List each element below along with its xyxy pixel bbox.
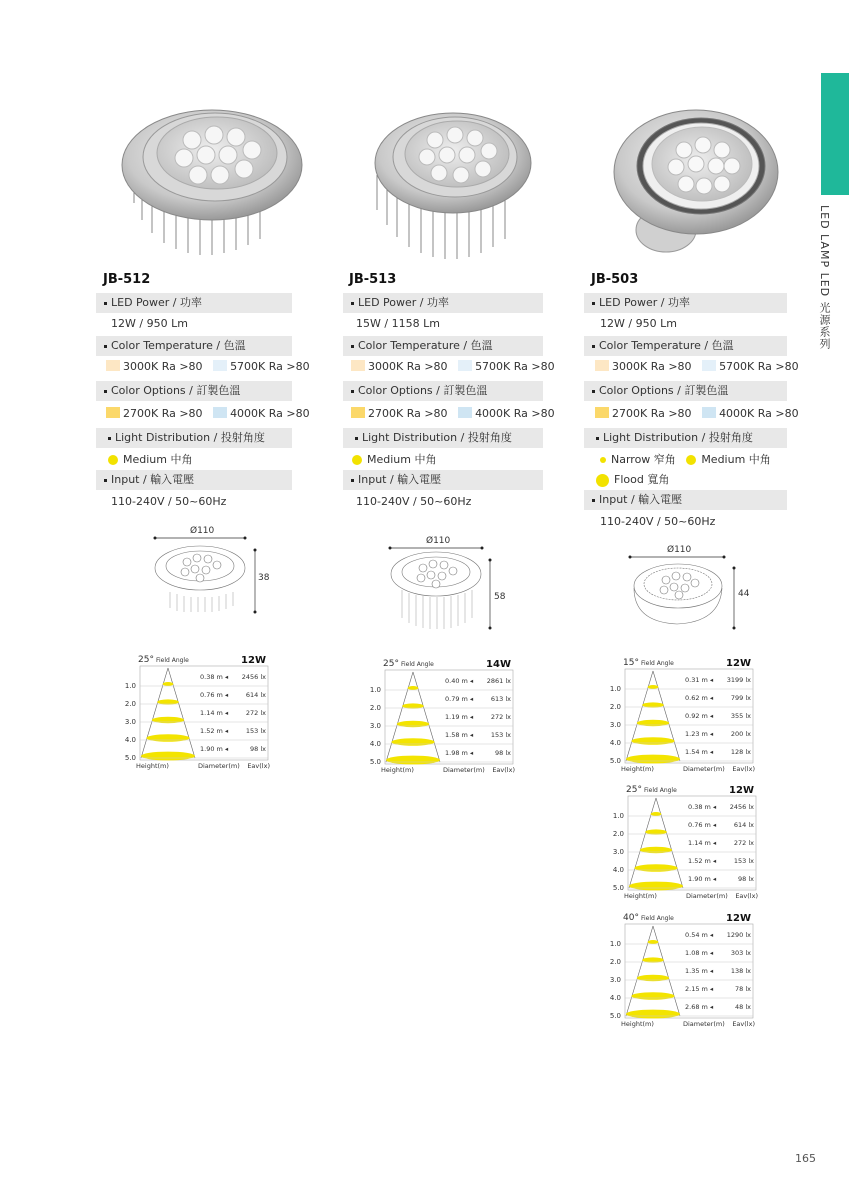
field-angle-title [623, 658, 674, 668]
color-temp-header: Color Temperature / 色溫 [584, 336, 787, 356]
xlabel-height: Height(m) [624, 892, 657, 900]
power-value: 12W / 950 Lm [111, 317, 188, 330]
beam-ellipse [631, 992, 674, 1000]
beam-chart [118, 652, 278, 777]
diameter-value: 1.98 m ◂ [445, 749, 474, 757]
xlabel-height: Height(m) [381, 766, 414, 774]
dimension-drawing-jb503 [622, 540, 752, 635]
xlabel-eav: Eav(lx) [732, 765, 755, 773]
lamp-photo-jb512 [112, 95, 312, 255]
height-tick: 3.0 [609, 721, 621, 729]
power-header: LED Power / 功率 [343, 293, 543, 313]
diameter-value: 1.14 m ◂ [200, 709, 229, 717]
input-header: Input / 輸入電壓 [96, 470, 292, 490]
diameter-value: 1.23 m ◂ [685, 730, 714, 738]
color-options-values: 2700K Ra >80 4000K Ra >80 [595, 407, 799, 420]
wattage-label: 12W [241, 655, 266, 666]
diameter-value: 1.90 m ◂ [688, 875, 717, 883]
field-angle-value: 15° [623, 658, 639, 668]
dim-diameter: Ø110 [667, 545, 692, 555]
wattage-label: 12W [729, 785, 754, 796]
beam-ellipse [626, 755, 680, 764]
field-angle-title [623, 913, 674, 923]
swatch-4000k [702, 407, 716, 418]
section-tab [821, 73, 849, 195]
diameter-value: 0.79 m ◂ [445, 695, 474, 703]
diameter-value: 0.76 m ◂ [200, 691, 229, 699]
eav-value: 153 lx [733, 857, 754, 865]
xlabel-height: Height(m) [136, 762, 169, 770]
beam-edge [626, 671, 653, 761]
beam-edge [386, 672, 413, 762]
diameter-value: 0.62 m ◂ [685, 694, 714, 702]
field-angle-label: Field Angle [155, 657, 189, 664]
beam-ellipse [629, 882, 683, 891]
eav-value: 98 lx [738, 875, 754, 883]
wattage-label: 12W [726, 913, 751, 924]
diameter-value: 0.31 m ◂ [685, 676, 714, 684]
beam-ellipse [631, 737, 674, 745]
swatch-4000k [458, 407, 472, 418]
eav-value: 614 lx [733, 821, 754, 829]
eav-value: 78 lx [735, 985, 751, 993]
page-number: 165 [795, 1152, 816, 1165]
height-tick: 1.0 [609, 940, 621, 948]
dim-diameter: Ø110 [190, 526, 215, 536]
field-angle-value: 25° [138, 655, 154, 665]
color-options-header: Color Options / 訂製色溫 [96, 381, 292, 401]
eav-value: 200 lx [730, 730, 751, 738]
field-angle-label: Field Angle [643, 787, 677, 794]
eav-value: 2456 lx [729, 803, 754, 811]
height-tick: 3.0 [612, 848, 624, 856]
input-value: 110-240V / 50~60Hz [600, 515, 716, 528]
field-angle-value: 40° [623, 913, 639, 923]
height-tick: 5.0 [124, 754, 136, 762]
input-value: 110-240V / 50~60Hz [356, 495, 472, 508]
swatch-3000k [351, 360, 365, 371]
field-angle-label: Field Angle [640, 660, 674, 667]
beam-ellipse [141, 752, 195, 761]
beam-ellipse [163, 682, 174, 686]
xlabel-diameter: Diameter(m) [198, 762, 240, 770]
diameter-value: 1.52 m ◂ [200, 727, 229, 735]
beam-ellipse [626, 1010, 680, 1019]
lamp-photo-jb513 [365, 105, 565, 265]
height-tick: 1.0 [612, 812, 624, 820]
power-header: LED Power / 功率 [584, 293, 787, 313]
side-label: LED LAMP LED 光源系列 [818, 205, 831, 350]
color-temp-values: 3000K Ra >80 5700K Ra >80 [595, 360, 799, 373]
dim-height: 44 [738, 589, 750, 599]
wattage-label: 14W [486, 659, 511, 670]
eav-value: 2456 lx [241, 673, 266, 681]
beam-ellipse [634, 864, 677, 872]
beam-edge [653, 926, 680, 1016]
diameter-value: 0.92 m ◂ [685, 712, 714, 720]
height-tick: 4.0 [369, 740, 381, 748]
swatch-3000k [106, 360, 120, 371]
height-tick: 5.0 [369, 758, 381, 766]
beam-chart [363, 656, 523, 781]
distribution-value: Medium 中角 [352, 451, 436, 467]
beam-dot-icon [108, 455, 118, 465]
model-jb513: JB-513 [349, 272, 397, 287]
eav-value: 272 lx [245, 709, 266, 717]
field-angle-label: Field Angle [400, 661, 434, 668]
field-angle-title [626, 785, 677, 795]
height-tick: 3.0 [124, 718, 136, 726]
beam-edge [656, 798, 683, 888]
power-header: LED Power / 功率 [96, 293, 292, 313]
beam-ellipse [386, 756, 440, 765]
height-tick: 5.0 [612, 884, 624, 892]
eav-value: 799 lx [730, 694, 751, 702]
height-tick: 3.0 [369, 722, 381, 730]
height-tick: 2.0 [369, 704, 381, 712]
beam-ellipse [146, 734, 189, 742]
eav-value: 153 lx [245, 727, 266, 735]
height-tick: 4.0 [609, 739, 621, 747]
color-options-header: Color Options / 訂製色溫 [584, 381, 787, 401]
beam-edge [629, 798, 656, 888]
color-temp-values: 3000K Ra >80 5700K Ra >80 [106, 360, 310, 373]
diameter-value: 2.15 m ◂ [685, 985, 714, 993]
input-value: 110-240V / 50~60Hz [111, 495, 227, 508]
xlabel-height: Height(m) [621, 765, 654, 773]
xlabel-diameter: Diameter(m) [443, 766, 485, 774]
distribution-header: Light Distribution / 投射角度 [96, 428, 292, 448]
height-tick: 4.0 [609, 994, 621, 1002]
swatch-5700k [458, 360, 472, 371]
xlabel-diameter: Diameter(m) [683, 765, 725, 773]
color-temp-header: Color Temperature / 色溫 [343, 336, 543, 356]
diameter-value: 0.38 m ◂ [200, 673, 229, 681]
beam-edge [626, 926, 653, 1016]
xlabel-eav: Eav(lx) [247, 762, 270, 770]
color-temp-header: Color Temperature / 色溫 [96, 336, 292, 356]
swatch-5700k [702, 360, 716, 371]
diameter-value: 1.08 m ◂ [685, 949, 714, 957]
color-options-header: Color Options / 訂製色溫 [343, 381, 543, 401]
eav-value: 272 lx [490, 713, 511, 721]
eav-value: 303 lx [730, 949, 751, 957]
field-angle-title [138, 655, 189, 665]
color-options-values: 2700K Ra >80 4000K Ra >80 [351, 407, 555, 420]
eav-value: 128 lx [730, 748, 751, 756]
height-tick: 2.0 [609, 958, 621, 966]
swatch-2700k [106, 407, 120, 418]
eav-value: 3199 lx [726, 676, 751, 684]
color-options-values: 2700K Ra >80 4000K Ra >80 [106, 407, 310, 420]
beam-edge [653, 671, 680, 761]
eav-value: 613 lx [490, 695, 511, 703]
swatch-5700k [213, 360, 227, 371]
eav-value: 98 lx [495, 749, 511, 757]
beam-ellipse [648, 940, 659, 944]
diameter-value: 2.68 m ◂ [685, 1003, 714, 1011]
height-tick: 5.0 [609, 757, 621, 765]
field-angle-title [383, 659, 434, 669]
beam-edge [413, 672, 440, 762]
swatch-3000k [595, 360, 609, 371]
beam-chart [606, 782, 766, 907]
beam-narrow-dot-icon [600, 457, 606, 463]
distribution-value-row2: Flood 寬角 [596, 471, 669, 487]
beam-chart [603, 655, 763, 780]
distribution-header: Light Distribution / 投射角度 [343, 428, 543, 448]
distribution-header: Light Distribution / 投射角度 [584, 428, 787, 448]
dimension-drawing-jb513 [382, 530, 512, 635]
eav-value: 153 lx [490, 731, 511, 739]
beam-ellipse [651, 812, 662, 816]
dim-diameter: Ø110 [426, 536, 451, 546]
beam-ellipse [648, 685, 659, 689]
height-tick: 2.0 [609, 703, 621, 711]
diameter-value: 1.90 m ◂ [200, 745, 229, 753]
height-tick: 4.0 [124, 736, 136, 744]
power-value: 15W / 1158 Lm [356, 317, 440, 330]
eav-value: 355 lx [730, 712, 751, 720]
beam-edge [141, 668, 168, 758]
beam-flood-dot-icon [596, 474, 609, 487]
distribution-value: Medium 中角 [108, 451, 192, 467]
model-jb503: JB-503 [591, 272, 639, 287]
beam-medium-dot-icon [686, 455, 696, 465]
eav-value: 1290 lx [726, 931, 751, 939]
dimension-drawing-jb512 [145, 520, 285, 620]
eav-value: 138 lx [730, 967, 751, 975]
diameter-value: 0.54 m ◂ [685, 931, 714, 939]
power-value: 12W / 950 Lm [600, 317, 677, 330]
diameter-value: 0.40 m ◂ [445, 677, 474, 685]
xlabel-eav: Eav(lx) [732, 1020, 755, 1028]
beam-chart [603, 910, 763, 1035]
wattage-label: 12W [726, 658, 751, 669]
distribution-value-row1: Narrow 窄角 Medium 中角 [598, 451, 771, 467]
beam-ellipse [391, 738, 434, 746]
height-tick: 2.0 [124, 700, 136, 708]
swatch-2700k [351, 407, 365, 418]
diameter-value: 1.35 m ◂ [685, 967, 714, 975]
diameter-value: 1.19 m ◂ [445, 713, 474, 721]
eav-value: 98 lx [250, 745, 266, 753]
xlabel-diameter: Diameter(m) [686, 892, 728, 900]
swatch-4000k [213, 407, 227, 418]
height-tick: 2.0 [612, 830, 624, 838]
eav-value: 272 lx [733, 839, 754, 847]
height-tick: 1.0 [124, 682, 136, 690]
input-header: Input / 輸入電壓 [584, 490, 787, 510]
height-tick: 5.0 [609, 1012, 621, 1020]
beam-ellipse [408, 686, 419, 690]
height-tick: 1.0 [609, 685, 621, 693]
diameter-value: 1.54 m ◂ [685, 748, 714, 756]
height-tick: 3.0 [609, 976, 621, 984]
field-angle-value: 25° [383, 659, 399, 669]
xlabel-eav: Eav(lx) [735, 892, 758, 900]
xlabel-height: Height(m) [621, 1020, 654, 1028]
eav-value: 2861 lx [486, 677, 511, 685]
field-angle-label: Field Angle [640, 915, 674, 922]
input-header: Input / 輸入電壓 [343, 470, 543, 490]
eav-value: 48 lx [735, 1003, 751, 1011]
xlabel-diameter: Diameter(m) [683, 1020, 725, 1028]
diameter-value: 0.76 m ◂ [688, 821, 717, 829]
model-jb512: JB-512 [103, 272, 151, 287]
eav-value: 614 lx [245, 691, 266, 699]
height-tick: 1.0 [369, 686, 381, 694]
color-temp-values: 3000K Ra >80 5700K Ra >80 [351, 360, 555, 373]
diameter-value: 0.38 m ◂ [688, 803, 717, 811]
swatch-2700k [595, 407, 609, 418]
lamp-photo-jb503 [606, 100, 806, 260]
diameter-value: 1.58 m ◂ [445, 731, 474, 739]
beam-edge [168, 668, 195, 758]
height-tick: 4.0 [612, 866, 624, 874]
diameter-value: 1.14 m ◂ [688, 839, 717, 847]
xlabel-eav: Eav(lx) [492, 766, 515, 774]
dim-height: 58 [494, 592, 506, 602]
field-angle-value: 25° [626, 785, 642, 795]
beam-dot-icon [352, 455, 362, 465]
dim-height: 38 [258, 573, 270, 583]
diameter-value: 1.52 m ◂ [688, 857, 717, 865]
